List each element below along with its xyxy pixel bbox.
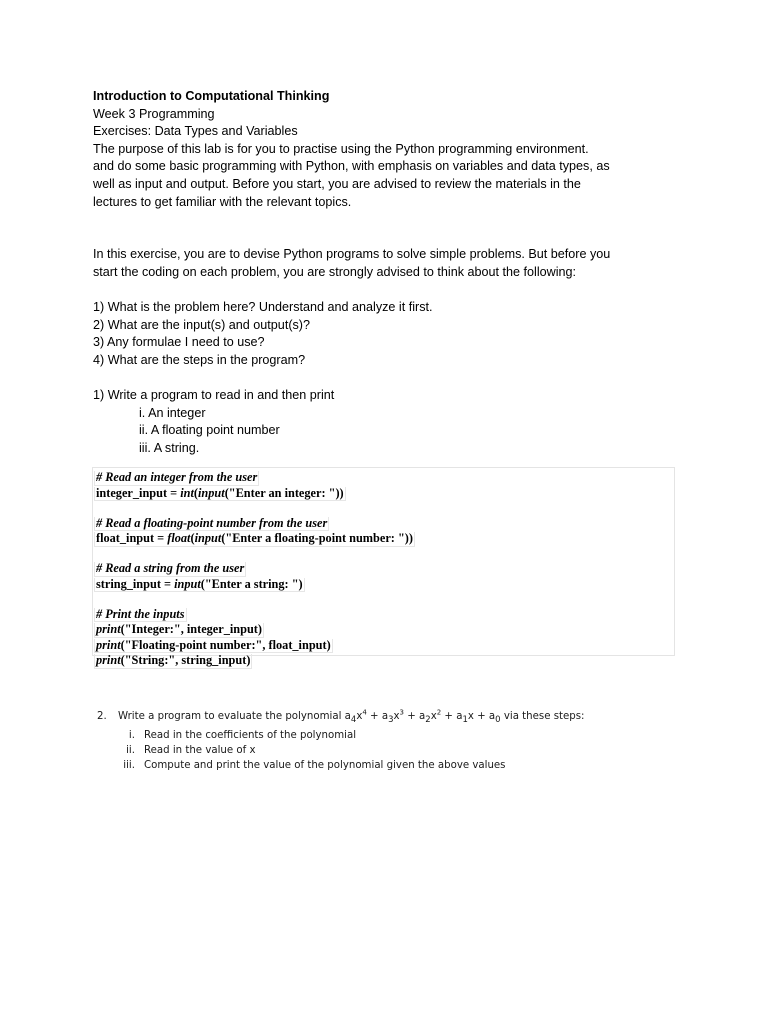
prompt-text: x bbox=[430, 711, 437, 722]
subscript: 4 bbox=[350, 715, 357, 726]
code-statement bbox=[94, 639, 333, 654]
question-item: 4) What are the steps in the program? bbox=[93, 352, 306, 367]
code-line bbox=[94, 561, 674, 577]
intro-paragraph bbox=[93, 141, 683, 211]
exercise-2-prompt bbox=[97, 709, 657, 728]
code-statement bbox=[94, 578, 305, 593]
superscript: 2 bbox=[436, 708, 442, 717]
code-text: ("Enter an integer: ")) bbox=[224, 485, 344, 500]
exercise-2-text bbox=[97, 708, 585, 726]
code-text: ("Enter a string: ") bbox=[200, 576, 303, 591]
code-function: int bbox=[180, 485, 194, 500]
instructions-paragraph bbox=[93, 246, 683, 281]
prompt-text: x bbox=[393, 711, 400, 722]
code-function: float bbox=[167, 531, 191, 545]
code-line bbox=[94, 531, 674, 547]
question-item: 1) What is the problem here? Understand and analyze it first. bbox=[93, 300, 433, 315]
exercise-2-step bbox=[97, 758, 657, 773]
step-number: iii. bbox=[123, 760, 135, 772]
exercise-heading: Exercises: Data Types and Variables bbox=[93, 124, 298, 139]
code-comment: # Read a floating-point number from the user bbox=[96, 515, 328, 530]
intro-line: lectures to get familiar with the relevant topics. bbox=[93, 194, 352, 209]
code-function: input bbox=[198, 485, 225, 500]
code-function: print bbox=[96, 622, 121, 636]
prompt-text: + a bbox=[441, 711, 463, 722]
code-text: ("Enter a floating-point number: ")) bbox=[221, 531, 413, 545]
intro-line: and do some basic programming with Python, with emphasis on variables and data types, as bbox=[93, 159, 610, 174]
code-comment: # Read a string from the user bbox=[96, 561, 245, 575]
code-text: ("String:", string_input) bbox=[120, 653, 251, 667]
code-text: float_input = bbox=[96, 531, 168, 545]
subscript: 3 bbox=[388, 715, 394, 726]
superscript: 4 bbox=[362, 708, 367, 717]
exercise-2 bbox=[97, 709, 657, 773]
exercise-1-item: iii. A string. bbox=[139, 440, 200, 455]
exercise-2-number: 2. bbox=[97, 711, 107, 722]
code-function: input bbox=[174, 576, 201, 591]
code-text: string_input = bbox=[96, 576, 175, 591]
instructions-line: start the coding on each problem, you are strongly advised to think about the following: bbox=[93, 264, 577, 279]
intro-line: The purpose of this lab is for you to practise using the Python programming environment. bbox=[93, 141, 589, 156]
prompt-text: x bbox=[356, 711, 363, 722]
step-text: Read in the value of x bbox=[144, 745, 256, 757]
code-function: print bbox=[96, 637, 121, 652]
subscript: 2 bbox=[425, 715, 431, 726]
prompt-text: Write a program to evaluate the polynomial a bbox=[118, 711, 351, 722]
code-line bbox=[94, 607, 674, 623]
exercise-1-item: i. An integer bbox=[139, 405, 206, 420]
prompt-text: + a bbox=[404, 711, 426, 722]
code-statement bbox=[94, 487, 346, 502]
code-block bbox=[92, 467, 675, 667]
code-text: ("Floating-point number:", float_input) bbox=[120, 637, 331, 652]
code-comment: # Print the inputs bbox=[96, 606, 185, 621]
prompt-text: via these steps: bbox=[500, 711, 585, 722]
code-text: ( bbox=[190, 531, 195, 545]
code-comment: # Read an integer from the user bbox=[96, 470, 258, 484]
code-text: ( bbox=[193, 485, 199, 500]
code-line bbox=[94, 577, 674, 593]
code-text: integer_input = bbox=[96, 485, 181, 500]
exercise-1-prompt: 1) Write a program to read in and then print bbox=[93, 388, 335, 403]
exercise-2-step bbox=[97, 728, 657, 743]
code-line bbox=[94, 516, 674, 532]
step-text: Read in the coefficients of the polynomial bbox=[144, 730, 357, 742]
exercise-1 bbox=[93, 387, 683, 457]
instructions-line: In this exercise, you are to devise Python programs to solve simple problems. But before you bbox=[93, 247, 611, 262]
page-title: Introduction to Computational Thinking bbox=[93, 89, 330, 103]
page-subtitle: Week 3 Programming bbox=[93, 106, 215, 121]
code-function: print bbox=[96, 653, 121, 667]
step-text: Compute and print the value of the polynomial given the above values bbox=[144, 760, 506, 772]
question-item: 2) What are the input(s) and output(s)? bbox=[93, 317, 311, 332]
code-text: ("Integer:", integer_input) bbox=[120, 622, 262, 636]
code-line bbox=[94, 638, 674, 654]
document-body bbox=[93, 88, 683, 457]
code-statement bbox=[94, 623, 264, 638]
code-statement bbox=[94, 532, 415, 547]
step-number: i. bbox=[128, 730, 135, 742]
code-line bbox=[94, 622, 674, 638]
question-item: 3) Any formulae I need to use? bbox=[93, 335, 265, 350]
prompt-text: + a bbox=[366, 711, 389, 722]
questions-list bbox=[93, 299, 683, 369]
prompt-text: x + a bbox=[467, 711, 496, 722]
exercise-2-step bbox=[97, 743, 657, 758]
intro-line: well as input and output. Before you start, you are advised to review the materials in the bbox=[93, 176, 581, 191]
subscript: 0 bbox=[495, 715, 501, 726]
superscript: 3 bbox=[399, 708, 404, 717]
code-line bbox=[94, 653, 674, 669]
subscript: 1 bbox=[462, 715, 468, 726]
exercise-1-item: ii. A floating point number bbox=[139, 423, 280, 438]
code-line bbox=[94, 486, 674, 502]
step-number: ii. bbox=[126, 745, 135, 757]
code-function: input bbox=[194, 531, 222, 545]
code-statement bbox=[94, 654, 252, 669]
code-line bbox=[94, 470, 674, 486]
